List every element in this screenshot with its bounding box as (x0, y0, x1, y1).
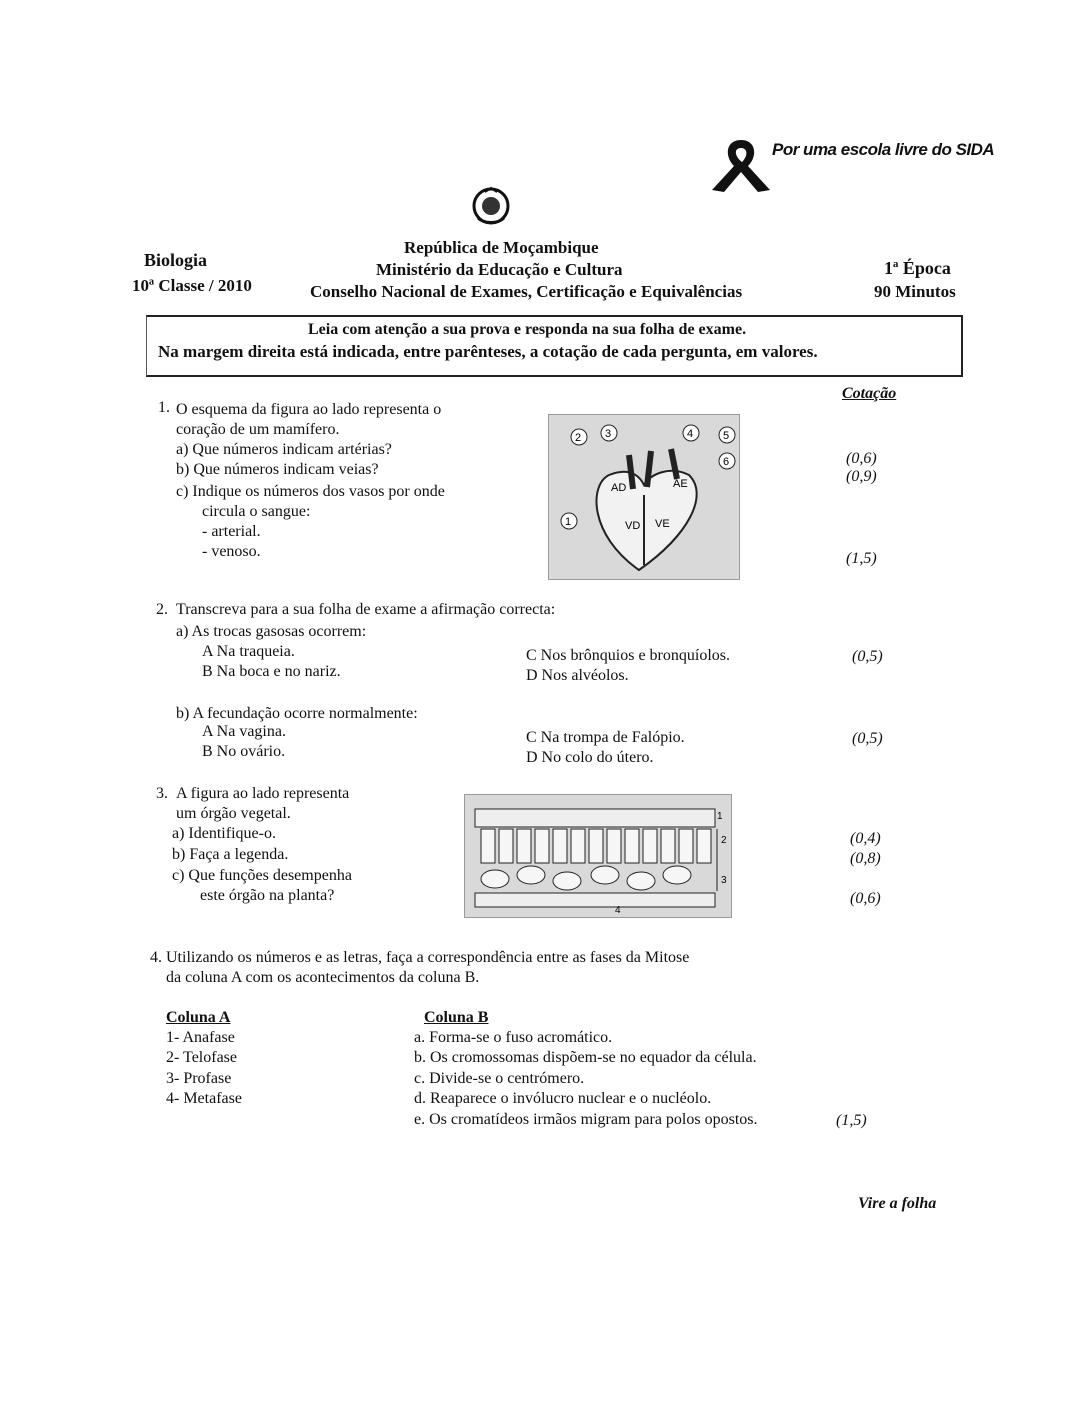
q1-b: b) Que números indicam veias? (176, 461, 379, 478)
column-a-item-4: 4- Metafase (166, 1090, 242, 1107)
q4-number: 4. (150, 949, 162, 966)
subject: Biologia (144, 250, 208, 270)
leaf-section-figure (464, 794, 732, 918)
heart-label-1: 1 (565, 516, 572, 528)
q1-c1: c) Indique os números dos vasos por onde (176, 483, 445, 500)
heart-label-ad: AD (611, 482, 627, 494)
q1-stem2: coração de um mamífero. (176, 421, 340, 438)
q3-cot-c: (0,6) (850, 890, 881, 907)
q2-b-stem: b) A fecundação ocorre normalmente: (176, 705, 418, 722)
q4-stem2: da coluna A com os acontecimentos da coluna B. (166, 969, 480, 986)
q3-stem2: um órgão vegetal. (176, 805, 291, 822)
leaf-label-4: 4 (615, 905, 621, 916)
q2-stem: Transcreva para a sua folha de exame a afirmação correcta: (176, 601, 556, 618)
column-a-item-1: 1- Anafase (166, 1029, 235, 1046)
q2-cot-b: (0,5) (852, 730, 883, 747)
column-b-item-e: e. Os cromatídeos irmãos migram para polos opostos. (414, 1111, 758, 1128)
leaf-label-2: 2 (721, 835, 727, 846)
column-b-item-c: c. Divide-se o centrómero. (414, 1070, 585, 1087)
q3-b: b) Faça a legenda. (172, 846, 289, 863)
council: Conselho Nacional de Exames, Certificação e Equivalências (310, 282, 743, 301)
q2-a-option-b: B Na boca e no nariz. (202, 663, 341, 680)
column-a-title: Coluna A (166, 1009, 231, 1026)
aids-ribbon-icon (704, 136, 778, 194)
duration: 90 Minutos (874, 282, 956, 301)
q1-cot-c: (1,5) (846, 550, 877, 567)
q3-stem1: A figura ao lado representa (176, 785, 350, 802)
q3-cot-a: (0,4) (850, 830, 881, 847)
q2-number: 2. (156, 601, 168, 618)
class-year: 10ª Classe / 2010 (132, 276, 252, 295)
q1-cot-a: (0,6) (846, 450, 877, 467)
slogan: Por uma escola livre do SIDA (772, 140, 995, 159)
instructions-line2: Na margem direita está indicada, entre parênteses, a cotação de cada pergunta, em valores. (158, 342, 818, 361)
heart-label-5: 5 (723, 430, 730, 442)
heart-label-2: 2 (575, 432, 582, 444)
q4-cot: (1,5) (836, 1112, 867, 1129)
q2-a-stem: a) As trocas gasosas ocorrem: (176, 623, 367, 640)
q3-a: a) Identifique-o. (172, 825, 276, 842)
q3-cot-b: (0,8) (850, 850, 881, 867)
column-b-item-b: b. Os cromossomas dispõem-se no equador da célula. (414, 1049, 757, 1066)
q1-a: a) Que números indicam artérias? (176, 441, 392, 458)
q3-c1: c) Que funções desempenha (172, 867, 352, 884)
column-b-item-a: a. Forma-se o fuso acromático. (414, 1029, 613, 1046)
q1-c3: - arterial. (202, 523, 261, 540)
q1-cot-b: (0,9) (846, 468, 877, 485)
coat-of-arms-icon (470, 186, 512, 226)
ministry: Ministério da Educação e Cultura (376, 260, 623, 279)
q2-cot-a: (0,5) (852, 648, 883, 665)
q2-a-option-a: A Na traqueia. (202, 643, 295, 660)
column-b-item-d: d. Reaparece o invólucro nuclear e o nucléolo. (414, 1090, 712, 1107)
column-a-item-3: 3- Profase (166, 1070, 232, 1087)
heart-label-4: 4 (687, 428, 694, 440)
republic: República de Moçambique (404, 238, 599, 257)
q4-stem1: Utilizando os números e as letras, faça a correspondência entre as fases da Mitose (166, 949, 690, 966)
heart-label-ve: VE (655, 518, 670, 530)
heart-label-ae: AE (673, 478, 688, 490)
q2-b-option-b: B No ovário. (202, 743, 286, 760)
q2-b-option-a: A Na vagina. (202, 723, 286, 740)
cotacao-label: Cotação (842, 385, 897, 402)
leaf-label-3: 3 (721, 875, 727, 886)
heart-label-6: 6 (723, 456, 730, 468)
q3-number: 3. (156, 785, 168, 802)
q2-a-option-c: C Nos brônquios e bronquíolos. (526, 647, 730, 664)
q3-c2: este órgão na planta? (200, 887, 335, 904)
q2-b-option-c: C Na trompa de Falópio. (526, 729, 685, 746)
q1-c4: - venoso. (202, 543, 261, 560)
q2-b-option-d: D No colo do útero. (526, 749, 654, 766)
q1-number: 1. (158, 399, 170, 416)
column-a-item-2: 2- Telofase (166, 1049, 237, 1066)
q1-c2: circula o sangue: (202, 503, 311, 520)
heart-label-3: 3 (605, 428, 612, 440)
instructions-line1: Leia com atenção a sua prova e responda na sua folha de exame. (308, 321, 747, 338)
column-b-title: Coluna B (424, 1009, 489, 1026)
heart-label-vd: VD (625, 520, 641, 532)
leaf-label-1: 1 (717, 811, 723, 822)
q2-a-option-d: D Nos alvéolos. (526, 667, 629, 684)
season: 1ª Época (884, 258, 951, 278)
turn-page-note: Vire a folha (858, 1195, 937, 1212)
heart-figure (548, 414, 740, 580)
q1-stem1: O esquema da figura ao lado representa o (176, 401, 442, 418)
